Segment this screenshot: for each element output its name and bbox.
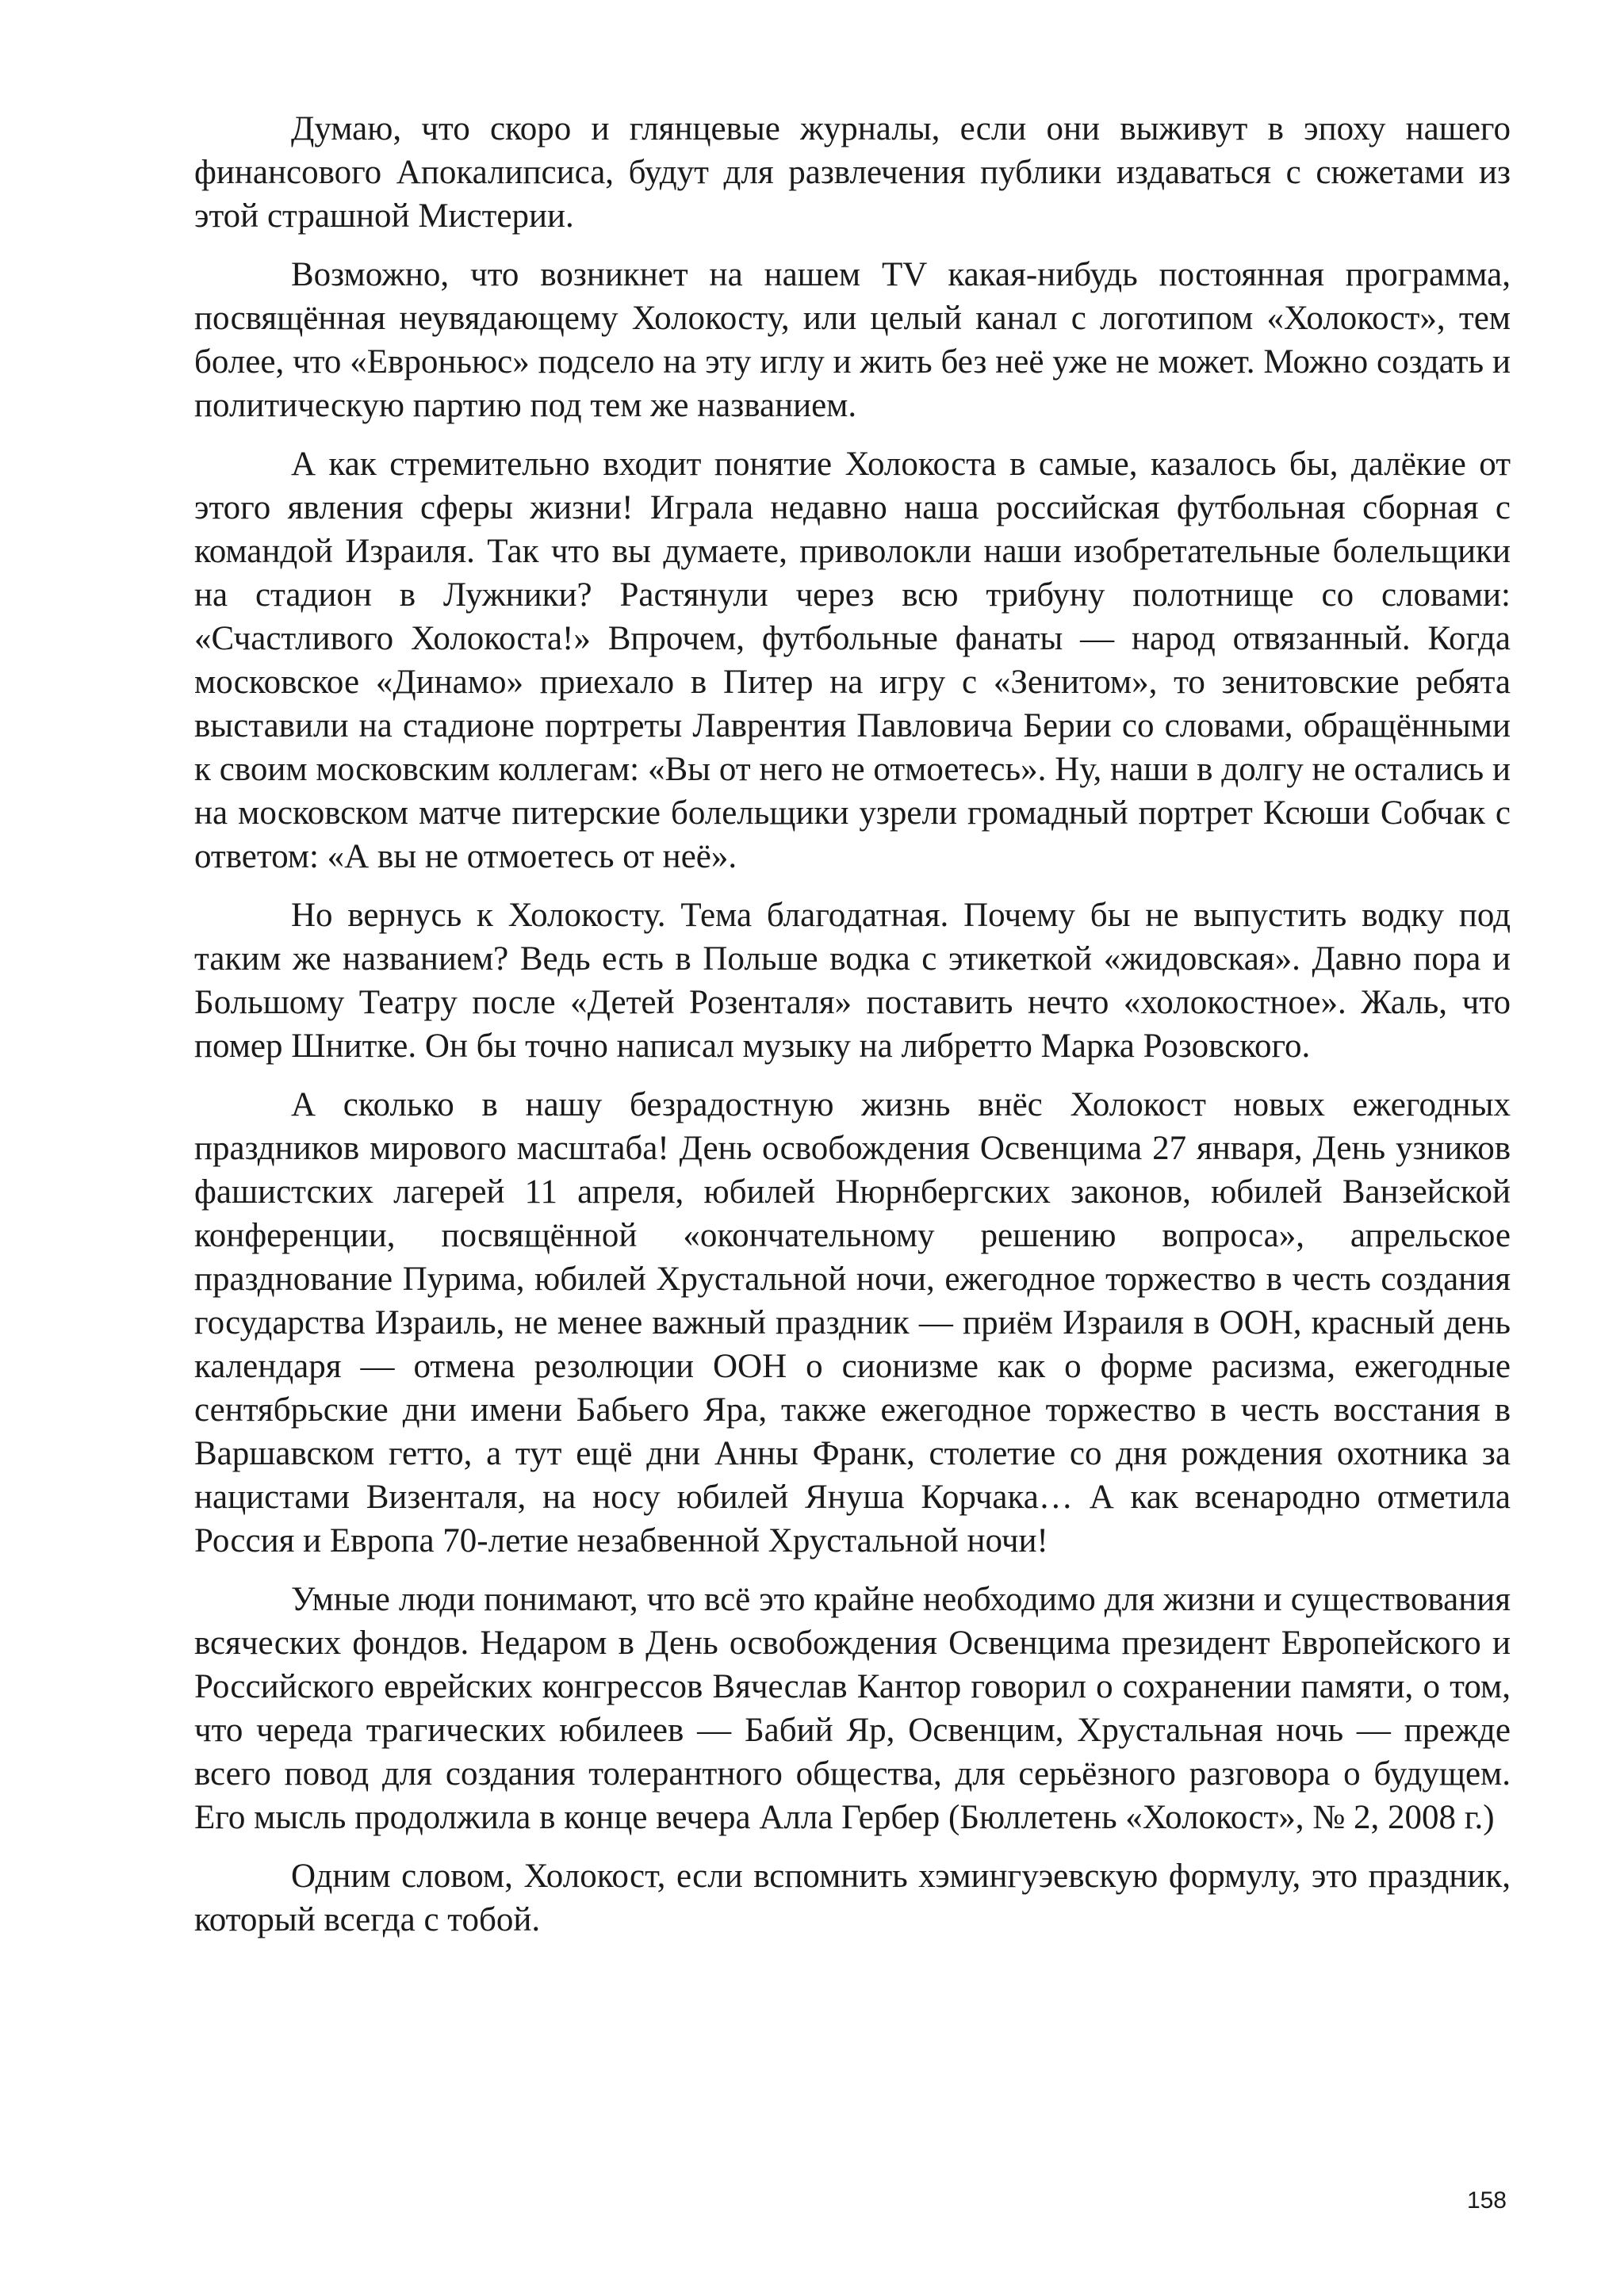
page-body	[194, 107, 1511, 1957]
paragraph-1: Думаю, что скоро и глянцевые журналы, если они выживут в эпоху нашего финансового Апокалипсиса, будут для развлечения публики издаваться с сюжетами из этой страшной Мистерии.	[194, 110, 1511, 235]
paragraph-4: Но вернусь к Холокосту. Тема благодатная. Почему бы не выпустить водку под таким же названием? Ведь есть в Польше водка с этикеткой «жидовская». Давно пора и Большому Театру после «Детей Розенталя» поставить нечто «холокостное». Жаль, что помер Шнитке. Он бы точно написал музыку на либретто Марка Розовского.	[194, 897, 1511, 1065]
paragraph-3: А как стремительно входит понятие Холокоста в самые, казалось бы, далёкие от этого явления сферы жизни! Играла недавно наша российская футбольная сборная с командой Израиля. Так что вы думаете, приволокли наши изобретательные болельщики на стадион в Лужники? Растянули через всю трибуну полотнище со словами: «Счастливого Холокоста!» Впрочем, футбольные фанаты — народ отвязанный. Когда московское «Динамо» приехало в Питер на игру с «Зенитом», то зенитовские ребята выставили на стадионе портреты Лаврентия Павловича Берии со словами, обращёнными к своим московским коллегам: «Вы от него не отмоетесь». Ну, наши в долгу не остались и на московском матче питерские болельщики узрели громадный портрет Ксюши Собчак с ответом: «А вы не отмоетесь от неё».	[194, 446, 1511, 875]
paragraph-6: Умные люди понимают, что всё это крайне необходимо для жизни и существования всяческих фондов. Недаром в День освобождения Освенцима президент Европейского и Российского еврейских конгрессов Вячеслав Кантор говорил о сохранении памяти, о том, что череда трагических юбилеев — Бабий Яр, Освенцим, Хрустальная ночь — прежде всего повод для создания толерантного общества, для серьёзного разговора о будущем. Его мысль продолжила в конце вечера Алла Гербер (Бюллетень «Холокост», № 2, 2008 г.)	[194, 1581, 1511, 1836]
page-number: 158	[1466, 2187, 1507, 2214]
paragraph-2: Возможно, что возникнет на нашем TV какая-нибудь постоянная программа, посвящённая неувядающему Холокосту, или целый канал с логотипом «Холокост», тем более, что «Евроньюс» подсело на эту иглу и жить без неё уже не может. Можно создать и политическую партию под тем же названием.	[194, 256, 1511, 424]
paragraph-5: А сколько в нашу безрадостную жизнь внёс Холокост новых ежегодных праздников мирового масштаба! День освобождения Освенцима 27 января, День узников фашистских лагерей 11 апреля, юбилей Нюрнбергских законов, юбилей Ванзейской конференции, посвящённой «окончательному решению вопроса», апрельское празднование Пурима, юбилей Хрустальной ночи, ежегодное торжество в честь создания государства Израиль, не менее важный праздник — приём Израиля в ООН, красный день календаря — отмена резолюции ООН о сионизме как о форме расизма, ежегодные сентябрьские дни имени Бабьего Яра, также ежегодное торжество в честь восстания в Варшавском гетто, а тут ещё дни Анны Франк, столетие со дня рождения охотника за нацистами Визенталя, на носу юбилей Януша Корчака… А как всенародно отметила Россия и Европа 70-летие незабвенной Хрустальной ночи!	[194, 1086, 1511, 1559]
paragraph-7: Одним словом, Холокост, если вспомнить хэмингуэевскую формулу, это праздник, который всегда с тобой.	[194, 1858, 1511, 1938]
